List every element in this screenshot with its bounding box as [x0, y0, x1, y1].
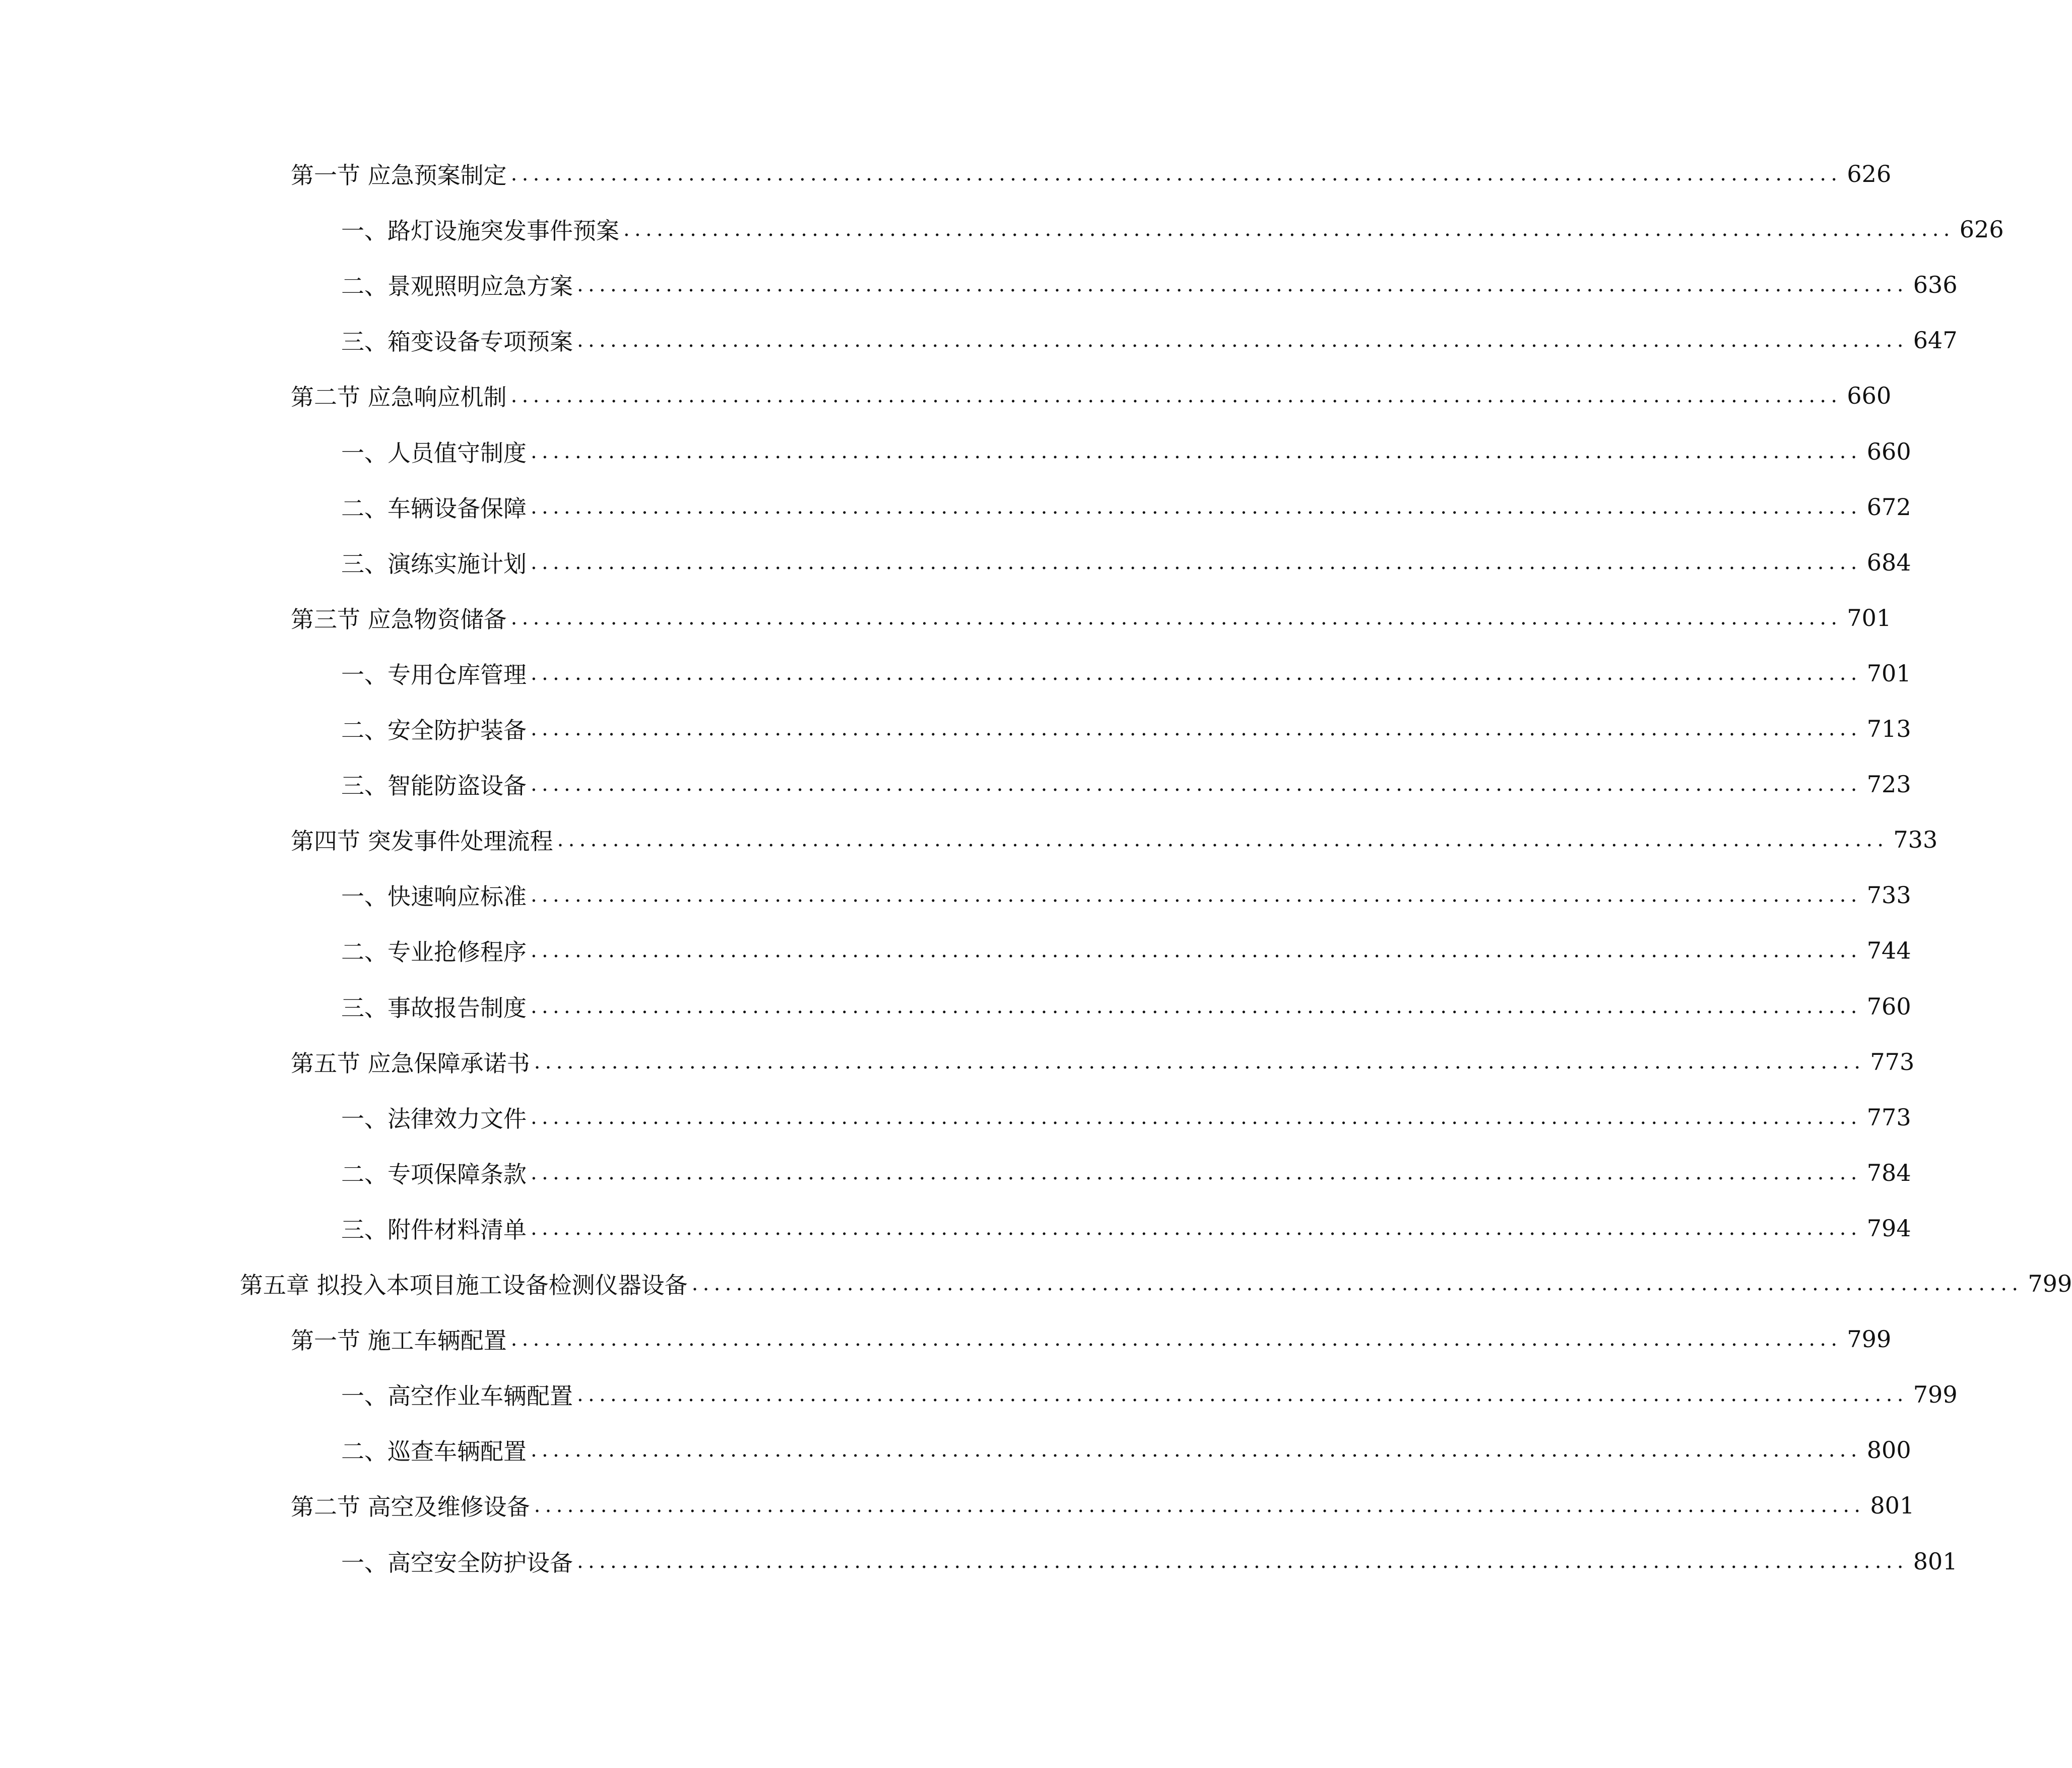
- toc-entry[interactable]: [341, 1211, 1911, 1246]
- toc-entry-title: 事故报告制度: [387, 994, 527, 1022]
- toc-entry-page: 701: [1866, 659, 1911, 687]
- toc-entry-title: 第二节 应急响应机制: [291, 384, 507, 411]
- toc-entry-number: 二、: [341, 1160, 387, 1188]
- toc-entry[interactable]: [341, 989, 1911, 1024]
- dot-leader: ........................................................................................................................: [691, 1272, 2023, 1295]
- toc-entry-number: 一、: [341, 439, 387, 467]
- toc-entry-number: 三、: [341, 328, 387, 356]
- dot-leader: ........................................................................................................................: [557, 828, 1889, 852]
- toc-entry-page: 684: [1866, 548, 1911, 576]
- toc-entry[interactable]: [341, 711, 1911, 746]
- toc-entry-number: 一、: [341, 1105, 387, 1132]
- toc-entry-number: 二、: [341, 938, 387, 966]
- dot-leader: ........................................................................................................................: [531, 939, 1862, 963]
- toc-entry-page: 744: [1866, 937, 1911, 965]
- toc-entry-title: 巡查车辆配置: [387, 1438, 527, 1466]
- toc-entry-title: 快速响应标准: [387, 883, 527, 911]
- toc-entry-number: 三、: [341, 550, 387, 578]
- toc-entry-title: 箱变设备专项预案: [387, 328, 573, 356]
- toc-entry[interactable]: [291, 1488, 1915, 1523]
- toc-entry-number: 一、: [341, 217, 387, 245]
- dot-leader: ........................................................................................................................: [577, 1549, 1908, 1573]
- dot-leader: ........................................................................................................................: [577, 1383, 1908, 1407]
- toc-entry-page: 801: [1870, 1492, 1915, 1520]
- toc-entry-page: 800: [1866, 1436, 1911, 1464]
- toc-entry-page: 773: [1870, 1048, 1915, 1076]
- toc-entry-title: 第四节 突发事件处理流程: [291, 828, 553, 855]
- toc-entry-number: 三、: [341, 772, 387, 800]
- dot-leader: ........................................................................................................................: [534, 1494, 1865, 1518]
- toc-entry-number: 二、: [341, 494, 387, 522]
- toc-entry-title: 附件材料清单: [387, 1216, 527, 1243]
- toc-entry[interactable]: [291, 600, 1892, 636]
- toc-entry-title: 安全防护装备: [387, 717, 527, 744]
- toc-entry[interactable]: [341, 434, 1911, 469]
- toc-entry[interactable]: [341, 767, 1911, 802]
- toc-entry-page: 636: [1913, 271, 1958, 299]
- toc-entry-title: 人员值守制度: [387, 439, 527, 467]
- toc-entry-title: 第三节 应急物资储备: [291, 605, 507, 633]
- toc-entry-number: 二、: [341, 717, 387, 744]
- toc-entry-page: 784: [1866, 1159, 1911, 1186]
- dot-leader: ........................................................................................................................: [510, 606, 1842, 629]
- dot-leader: ........................................................................................................................: [531, 661, 1862, 685]
- toc-entry-page: 773: [1866, 1103, 1911, 1131]
- toc-entry-title: 路灯设施突发事件预案: [387, 217, 619, 245]
- toc-entry[interactable]: [341, 489, 1911, 525]
- toc-entry-title: 专业抢修程序: [387, 938, 527, 966]
- toc-entry-title: 第一节 施工车辆配置: [291, 1327, 507, 1355]
- toc-entry-page: 672: [1866, 493, 1911, 521]
- toc-entry-title: 第一节 应急预案制定: [291, 162, 507, 189]
- toc-entry[interactable]: [291, 378, 1892, 413]
- toc-entry-page: 626: [1847, 160, 1892, 187]
- dot-leader: ........................................................................................................................: [531, 1438, 1862, 1462]
- toc-entry-page: 723: [1866, 771, 1911, 798]
- toc-entry-number: 一、: [341, 1382, 387, 1410]
- dot-leader: ........................................................................................................................: [531, 439, 1862, 463]
- dot-leader: ........................................................................................................................: [531, 495, 1862, 519]
- toc-entry-page: 799: [1913, 1381, 1958, 1409]
- toc-entry-title: 车辆设备保障: [387, 494, 527, 522]
- toc-entry-page: 713: [1866, 715, 1911, 742]
- toc-entry-number: 一、: [341, 1549, 387, 1576]
- dot-leader: ........................................................................................................................: [531, 994, 1862, 1018]
- toc-entry-page: 799: [2028, 1270, 2072, 1297]
- dot-leader: ........................................................................................................................: [577, 273, 1908, 297]
- toc-entry[interactable]: [341, 933, 1911, 968]
- toc-entry-number: 三、: [341, 994, 387, 1022]
- toc-entry-title: 法律效力文件: [387, 1105, 527, 1132]
- dot-leader: ........................................................................................................................: [534, 1050, 1865, 1074]
- toc-entry-page: 660: [1866, 437, 1911, 465]
- toc-entry-number: 三、: [341, 1216, 387, 1243]
- toc-entry-page: 733: [1893, 826, 1938, 854]
- toc-entry-title: 第五节 应急保障承诺书: [291, 1049, 530, 1077]
- toc-entry[interactable]: [291, 1044, 1915, 1080]
- toc-entry[interactable]: [291, 822, 1938, 857]
- toc-entry-page: 701: [1847, 604, 1892, 632]
- toc-entry[interactable]: [240, 1266, 2072, 1301]
- toc-entry-page: 801: [1913, 1547, 1958, 1575]
- toc-entry[interactable]: [291, 1321, 1892, 1357]
- toc-entry-title: 高空安全防护设备: [387, 1549, 573, 1576]
- toc-entry-page: 647: [1913, 327, 1958, 354]
- dot-leader: ........................................................................................................................: [510, 162, 1842, 185]
- dot-leader: ........................................................................................................................: [510, 1328, 1842, 1351]
- toc-entry[interactable]: [341, 1377, 1958, 1412]
- dot-leader: ........................................................................................................................: [531, 1216, 1862, 1240]
- toc-entry[interactable]: [291, 156, 1892, 192]
- dot-leader: ........................................................................................................................: [531, 717, 1862, 740]
- toc-entry-page: 799: [1847, 1325, 1892, 1353]
- toc-entry[interactable]: [341, 656, 1911, 691]
- toc-entry[interactable]: [341, 1544, 1958, 1579]
- dot-leader: ........................................................................................................................: [510, 384, 1842, 408]
- toc-entry-title: 演练实施计划: [387, 550, 527, 578]
- toc-entry-number: 二、: [341, 273, 387, 300]
- toc-entry-title: 第五章 拟投入本项目施工设备检测仪器设备: [240, 1272, 688, 1299]
- toc-entry-title: 景观照明应急方案: [387, 273, 573, 300]
- dot-leader: ........................................................................................................................: [577, 329, 1908, 352]
- toc-entry-page: 733: [1866, 881, 1911, 909]
- toc-entry-page: 660: [1847, 382, 1892, 410]
- toc-entry[interactable]: [341, 1155, 1911, 1190]
- toc-entry[interactable]: [341, 267, 1958, 302]
- toc-entry[interactable]: [341, 1432, 1911, 1468]
- toc-entry[interactable]: [341, 1100, 1911, 1135]
- toc-entry-page: 794: [1866, 1214, 1911, 1242]
- toc-entry-title: 专项保障条款: [387, 1160, 527, 1188]
- dot-leader: ........................................................................................................................: [623, 218, 1955, 241]
- toc-entry[interactable]: [341, 545, 1911, 580]
- toc-entry-number: 一、: [341, 883, 387, 911]
- toc-entry-number: 一、: [341, 661, 387, 688]
- dot-leader: ........................................................................................................................: [531, 1161, 1862, 1184]
- toc-entry[interactable]: [341, 323, 1958, 358]
- toc-entry[interactable]: [341, 877, 1911, 913]
- toc-entry[interactable]: [341, 212, 2004, 247]
- toc-entry-title: 第二节 高空及维修设备: [291, 1493, 530, 1521]
- dot-leader: ........................................................................................................................: [531, 550, 1862, 574]
- toc-entry-title: 专用仓库管理: [387, 661, 527, 688]
- toc-entry-title: 智能防盗设备: [387, 772, 527, 800]
- toc-entry-number: 二、: [341, 1438, 387, 1466]
- toc-entry-page: 760: [1866, 992, 1911, 1020]
- dot-leader: ........................................................................................................................: [531, 1105, 1862, 1129]
- toc-entry-title: 高空作业车辆配置: [387, 1382, 573, 1410]
- toc-entry-page: 626: [1959, 216, 2004, 243]
- dot-leader: ........................................................................................................................: [531, 773, 1862, 796]
- dot-leader: ........................................................................................................................: [531, 883, 1862, 907]
